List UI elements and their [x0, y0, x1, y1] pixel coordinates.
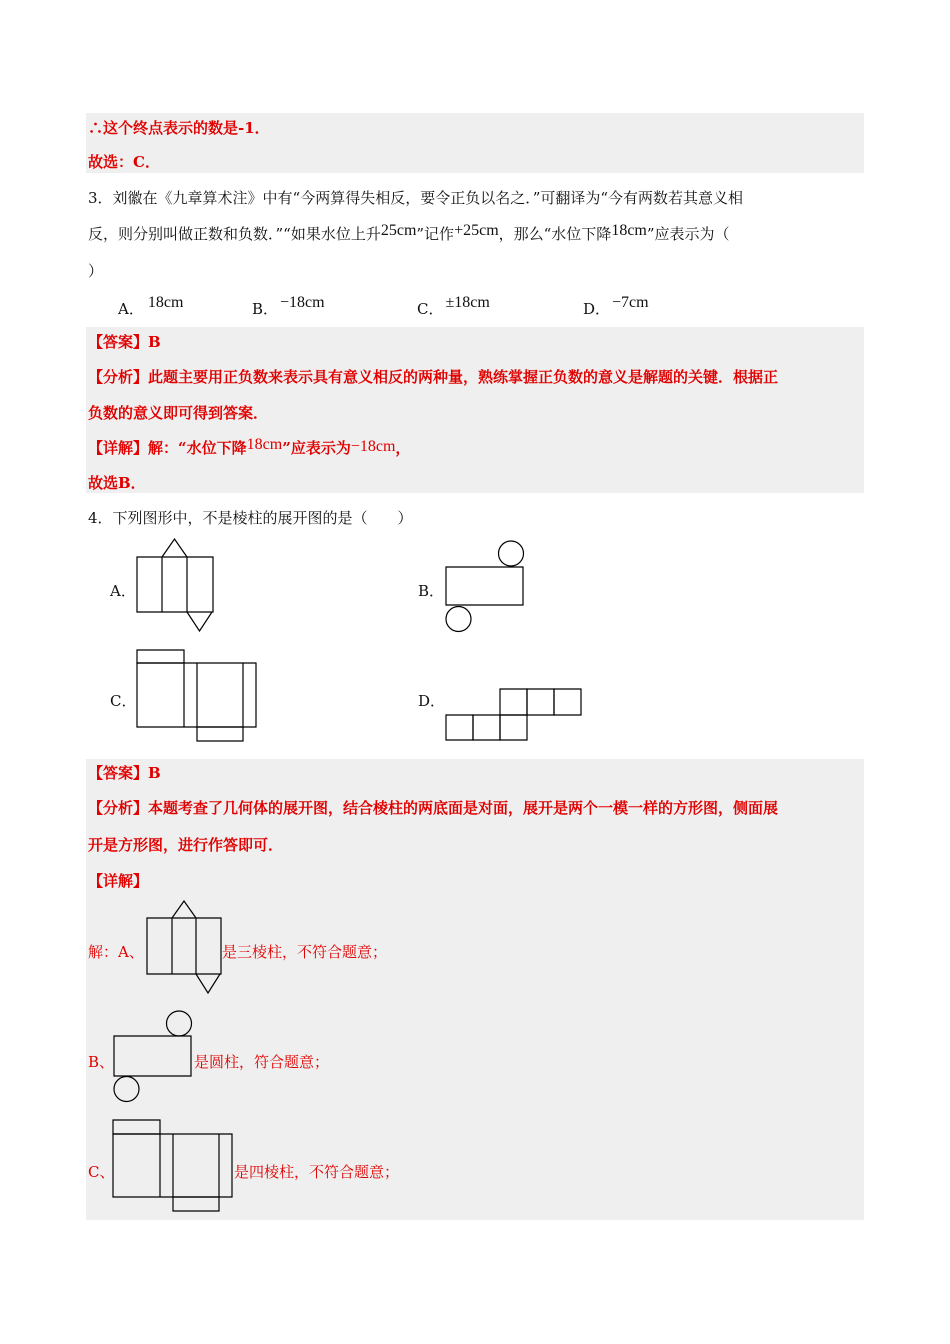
q4-option-c-label[interactable]: C． — [110, 692, 137, 710]
q3-option-c-value: ±18cm — [445, 294, 490, 311]
q4-sol-c-text: 是四棱柱，不符合题意； — [234, 1163, 400, 1181]
q4-sol-b-text: 是圆柱，符合题意； — [194, 1053, 330, 1071]
q3-detail-text-b: ”应表示为 — [282, 439, 351, 457]
q3-stem-line1: 3．刘徽在《九章算术注》中有“今两算得失相反，要令正负以名之．”可翻译为“今有两数若其意义相 — [88, 189, 744, 207]
q3-analysis-tag: 【分析】 — [88, 368, 149, 386]
q3-detail-text-c: ， — [395, 439, 411, 457]
q3-option-b-label: B． — [252, 300, 279, 318]
q3-option-d-value: −7cm — [612, 294, 649, 311]
q4-sol-a-text: 是三棱柱，不符合题意； — [222, 943, 388, 961]
q3-detail-line — [88, 438, 410, 459]
q4-figure-c-cuboid-net[interactable] — [136, 649, 260, 743]
q3-detail-tag: 【详解】 — [88, 439, 149, 457]
q3-stem-line3: ） — [88, 262, 104, 280]
q3-analysis-text1: 此题主要用正负数来表示具有意义相反的两种量，熟练掌握正负数的意义是解题的关键．根据正 — [148, 368, 779, 386]
q4-stem: 4．下列图形中，不是棱柱的展开图的是（ ） — [88, 509, 413, 527]
q3-text-d: ”应表示为（ — [646, 225, 730, 243]
q4-option-d-label[interactable]: D． — [418, 692, 446, 710]
q3-option-b[interactable] — [252, 296, 325, 317]
q3-option-c[interactable] — [417, 296, 490, 317]
q4-figure-a-triangular-prism-net[interactable] — [136, 538, 216, 632]
q3-option-a-value: 18cm — [147, 294, 184, 311]
q4-sol-a-prefix: 解：A、 — [88, 943, 144, 961]
q4-sol-c-prefix: C、 — [88, 1163, 115, 1181]
q4-analysis-tag: 【分析】 — [88, 799, 149, 817]
q4-analysis-line2: 开是方形图，进行作答即可． — [88, 836, 284, 854]
q3-choice: 故选B． — [88, 474, 146, 492]
q3-detail-math1: 18cm — [246, 436, 283, 453]
q3-option-b-value: −18cm — [280, 294, 325, 311]
q4-sol-figure-b — [111, 1010, 195, 1104]
q4-option-b-label[interactable]: B． — [418, 582, 445, 600]
q4-answer-tag: 【答案】 — [88, 764, 149, 782]
q4-detail-tag: 【详解】 — [88, 872, 149, 890]
q4-analysis-line1 — [88, 798, 778, 818]
q4-answer-value: B — [148, 764, 161, 782]
q3-detail-math2: −18cm — [350, 438, 396, 455]
q3-text-a: 反，则分别叫做正数和负数．”“如果水位上升 — [88, 225, 381, 243]
q4-answer — [88, 763, 161, 783]
q3-text-c: ，那么“水位下降 — [498, 225, 612, 243]
q3-detail-text-a: 解：“水位下降 — [148, 439, 247, 457]
q4-sol-b-prefix: B、 — [88, 1053, 115, 1071]
prev-choice: 故选：C． — [88, 153, 160, 171]
q3-option-a[interactable] — [118, 296, 183, 317]
q3-option-a-label: A． — [118, 300, 144, 318]
q3-math-fall: 18cm — [611, 222, 647, 239]
q4-figure-d-square-net[interactable] — [445, 688, 583, 742]
q3-math-plus: +25cm — [454, 222, 499, 239]
q3-option-d-label: D． — [583, 300, 611, 318]
q3-answer — [88, 332, 161, 352]
q4-option-a-label[interactable]: A． — [110, 582, 136, 600]
q3-analysis-line1 — [88, 367, 778, 387]
q3-answer-value: B — [148, 333, 161, 351]
q3-option-d[interactable] — [583, 296, 649, 317]
q3-answer-tag: 【答案】 — [88, 333, 149, 351]
q3-stem-line2 — [88, 224, 730, 245]
prev-conclusion: ∴这个终点表示的数是-1． — [88, 119, 270, 137]
q4-sol-figure-a — [146, 900, 224, 994]
q3-text-b: ”记作 — [416, 225, 455, 243]
q4-figure-b-cylinder-net[interactable] — [443, 540, 527, 634]
q4-sol-figure-c — [112, 1119, 236, 1213]
q3-math-rise: 25cm — [380, 222, 417, 239]
q4-analysis-text1: 本题考查了几何体的展开图，结合棱柱的两底面是对面，展开是两个一模一样的方形图，侧面展 — [148, 799, 779, 817]
q3-analysis-line2: 负数的意义即可得到答案． — [88, 404, 269, 422]
q3-option-c-label: C． — [417, 300, 444, 318]
